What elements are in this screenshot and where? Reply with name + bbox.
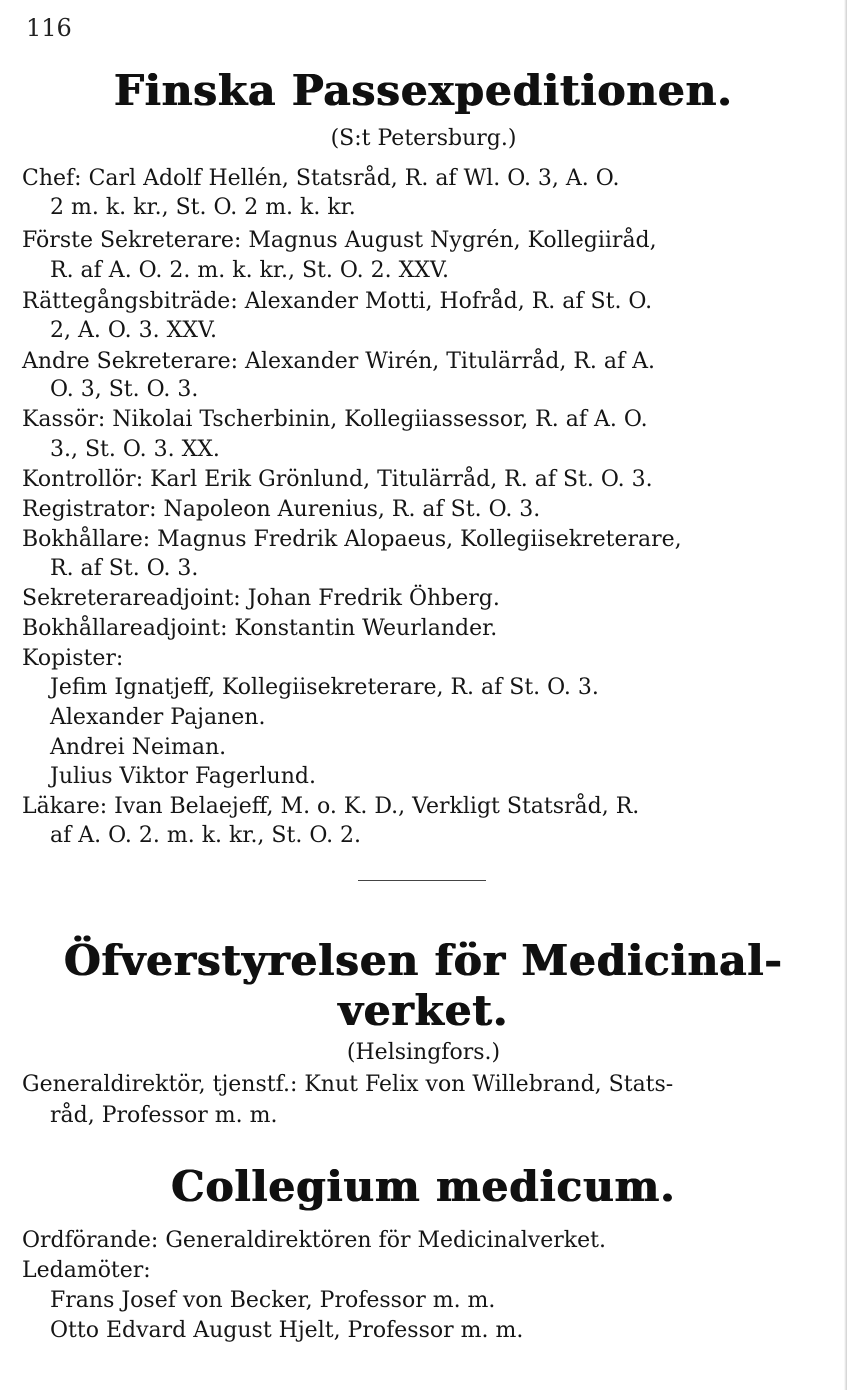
text-line: af A. O. 2. m. k. kr., St. O. 2. [50,823,362,848]
section-title-collegium-medicum: Collegium medicum. [171,1162,676,1211]
text-line: 2 m. k. kr., St. O. 2 m. k. kr. [50,195,356,220]
text-line: Kontrollör: Karl Erik Grönlund, Titulärråd, R. af St. O. 3. [22,467,653,492]
text-line: Rättegångsbiträde: Alexander Motti, Hofråd, R. af St. O. [22,289,653,314]
section-title-medicinalverket-line2: verket. [338,986,509,1035]
text-line: Registrator: Napoleon Aurenius, R. af St. O. 3. [22,497,541,522]
text-line: 3., St. O. 3. XX. [50,437,220,462]
text-line: Generaldirektör, tjenstf.: Knut Felix von Willebrand, Stats- [22,1072,674,1097]
text-line: R. af A. O. 2. m. k. kr., St. O. 2. XXV. [50,258,449,283]
text-line: Andrei Neiman. [50,735,227,760]
text-line: Sekreterareadjoint: Johan Fredrik Öhberg. [22,586,500,611]
text-line: Chef: Carl Adolf Hellén, Statsråd, R. af Wl. O. 3, A. O. [22,166,620,191]
text-line: R. af St. O. 3. [50,556,199,581]
text-line: Ordförande: Generaldirektören för Medicinalverket. [22,1228,606,1253]
section-divider [358,880,486,881]
text-line: Förste Sekreterare: Magnus August Nygrén, Kollegiiråd, [22,228,657,253]
text-line: Alexander Pajanen. [50,705,266,730]
text-line: råd, Professor m. m. [50,1103,278,1128]
text-line: Otto Edvard August Hjelt, Professor m. m. [50,1318,524,1343]
text-line: Julius Viktor Fagerlund. [50,764,316,789]
text-line: Kassör: Nikolai Tscherbinin, Kollegiiassessor, R. af A. O. [22,407,648,432]
text-line: Jefim Ignatjeff, Kollegiisekreterare, R. af St. O. 3. [50,675,599,700]
text-line: O. 3, St. O. 3. [50,377,199,402]
section-location: (Helsingfors.) [346,1040,501,1065]
text-line: Bokhållare: Magnus Fredrik Alopaeus, Kollegiisekreterare, [22,527,682,552]
text-line: Läkare: Ivan Belaejeff, M. o. K. D., Verkligt Statsråd, R. [22,794,640,819]
page-number: 116 [26,14,72,42]
text-line: Frans Josef von Becker, Professor m. m. [50,1288,496,1313]
text-line: Ledamöter: [22,1258,151,1283]
text-line: 2, A. O. 3. XXV. [50,318,217,343]
text-line: Kopister: [22,646,124,671]
section-title-passexpeditionen: Finska Passexpeditionen. [114,66,733,115]
text-line: Andre Sekreterare: Alexander Wirén, Titulärråd, R. af A. [22,349,656,374]
text-line: Bokhållareadjoint: Konstantin Weurlander. [22,616,498,641]
section-location: (S:t Petersburg.) [330,126,517,151]
section-title-medicinalverket-line1: Öfverstyrelsen för Medicinal- [64,936,783,985]
